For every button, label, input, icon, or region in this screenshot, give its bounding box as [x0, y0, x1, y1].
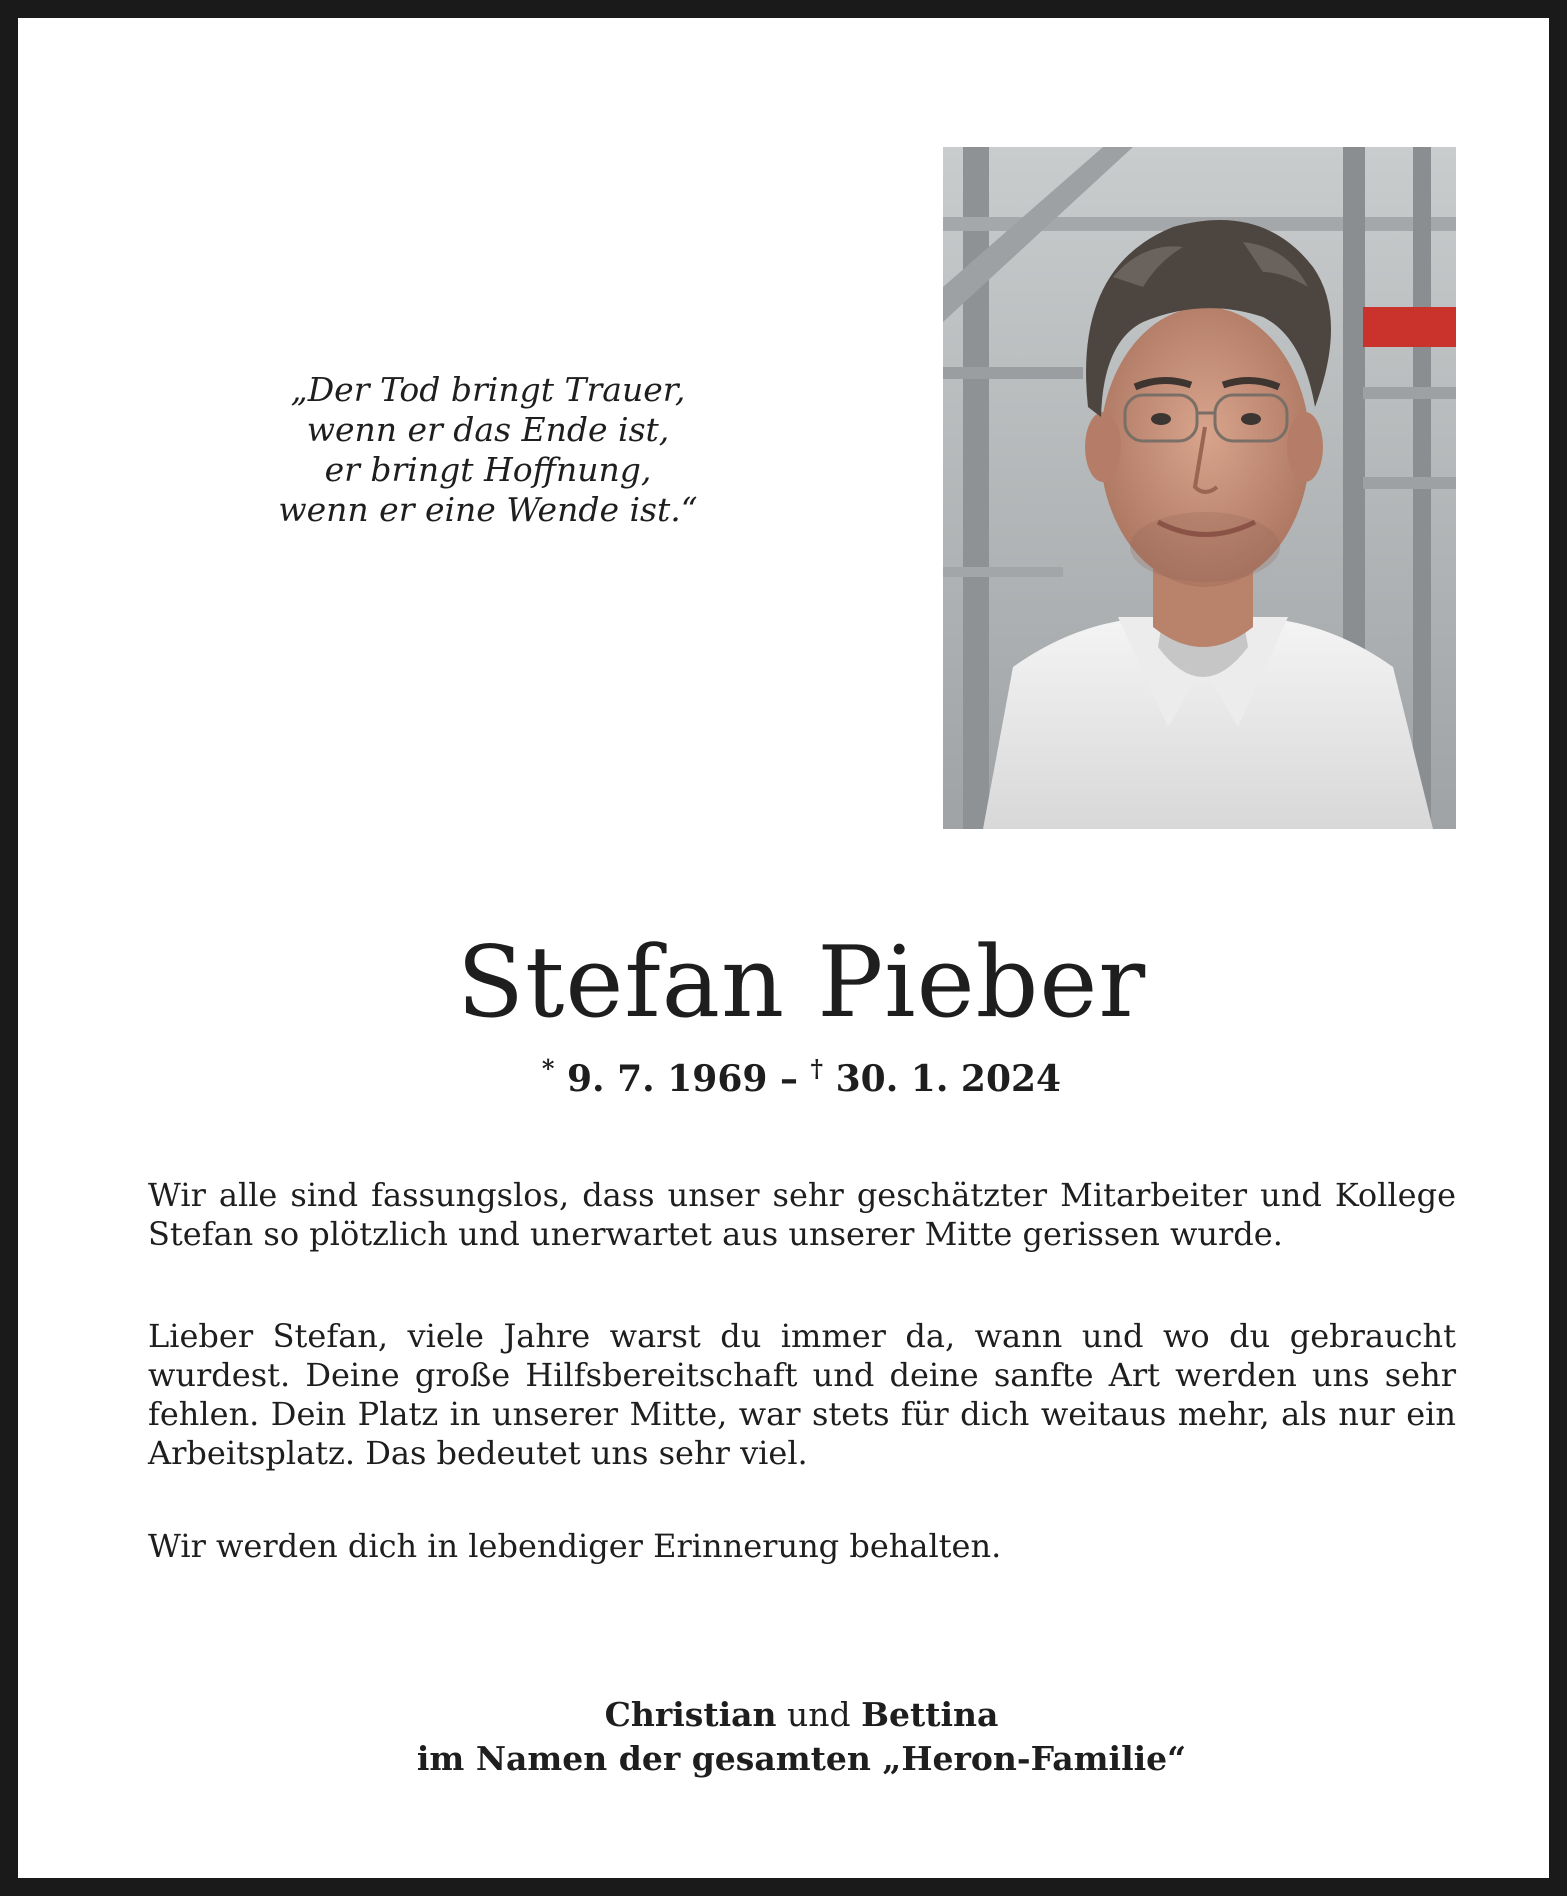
quote-line: er bringt Hoffnung, — [324, 450, 652, 489]
birth-symbol: * — [541, 1054, 555, 1083]
signature-family-line: im Namen der gesamten „Heron-Familie“ — [416, 1739, 1187, 1778]
death-symbol: † — [810, 1054, 824, 1083]
date-separator: – — [779, 1058, 798, 1100]
quote-line: wenn er das Ende ist, — [306, 410, 670, 449]
paragraph-3: Wir werden dich in lebendiger Erinnerung behalten. — [148, 1527, 1002, 1565]
life-dates — [18, 1054, 1567, 1104]
death-date: 30. 1. 2024 — [835, 1058, 1062, 1100]
birth-date: 9. 7. 1969 — [566, 1058, 768, 1100]
signature-block — [18, 1693, 1567, 1781]
memorial-quote — [208, 370, 768, 530]
paragraph-1: Wir alle sind fassungslos, dass unser sehr geschätzter Mitarbeiter und Kollege Stefan so plötzlich und unerwartet aus unserer Mitte gerissen wurde. — [148, 1176, 1456, 1253]
quote-line: wenn er eine Wende ist.“ — [278, 490, 698, 529]
portrait-illustration — [943, 147, 1456, 829]
signer-name-1: Christian — [604, 1695, 777, 1734]
signature-names — [18, 1693, 1567, 1737]
paragraph-2: Lieber Stefan, viele Jahre warst du immer da, wann und wo du gebraucht wurdest. Deine große Hilfsbereitschaft und deine sanfte Art werden uns sehr fehlen. Dein Platz in unserer Mitte, war stets für dich weitaus mehr, als nur ein Arbeitsplatz. Das bedeutet uns sehr viel. — [148, 1317, 1456, 1472]
portrait-photo — [943, 147, 1456, 829]
quote-line: „Der Tod bringt Trauer, — [290, 370, 686, 409]
signer-conjunction: und — [786, 1695, 851, 1734]
deceased-name: Stefan Pieber — [456, 926, 1147, 1040]
signer-name-2: Bettina — [861, 1695, 999, 1734]
